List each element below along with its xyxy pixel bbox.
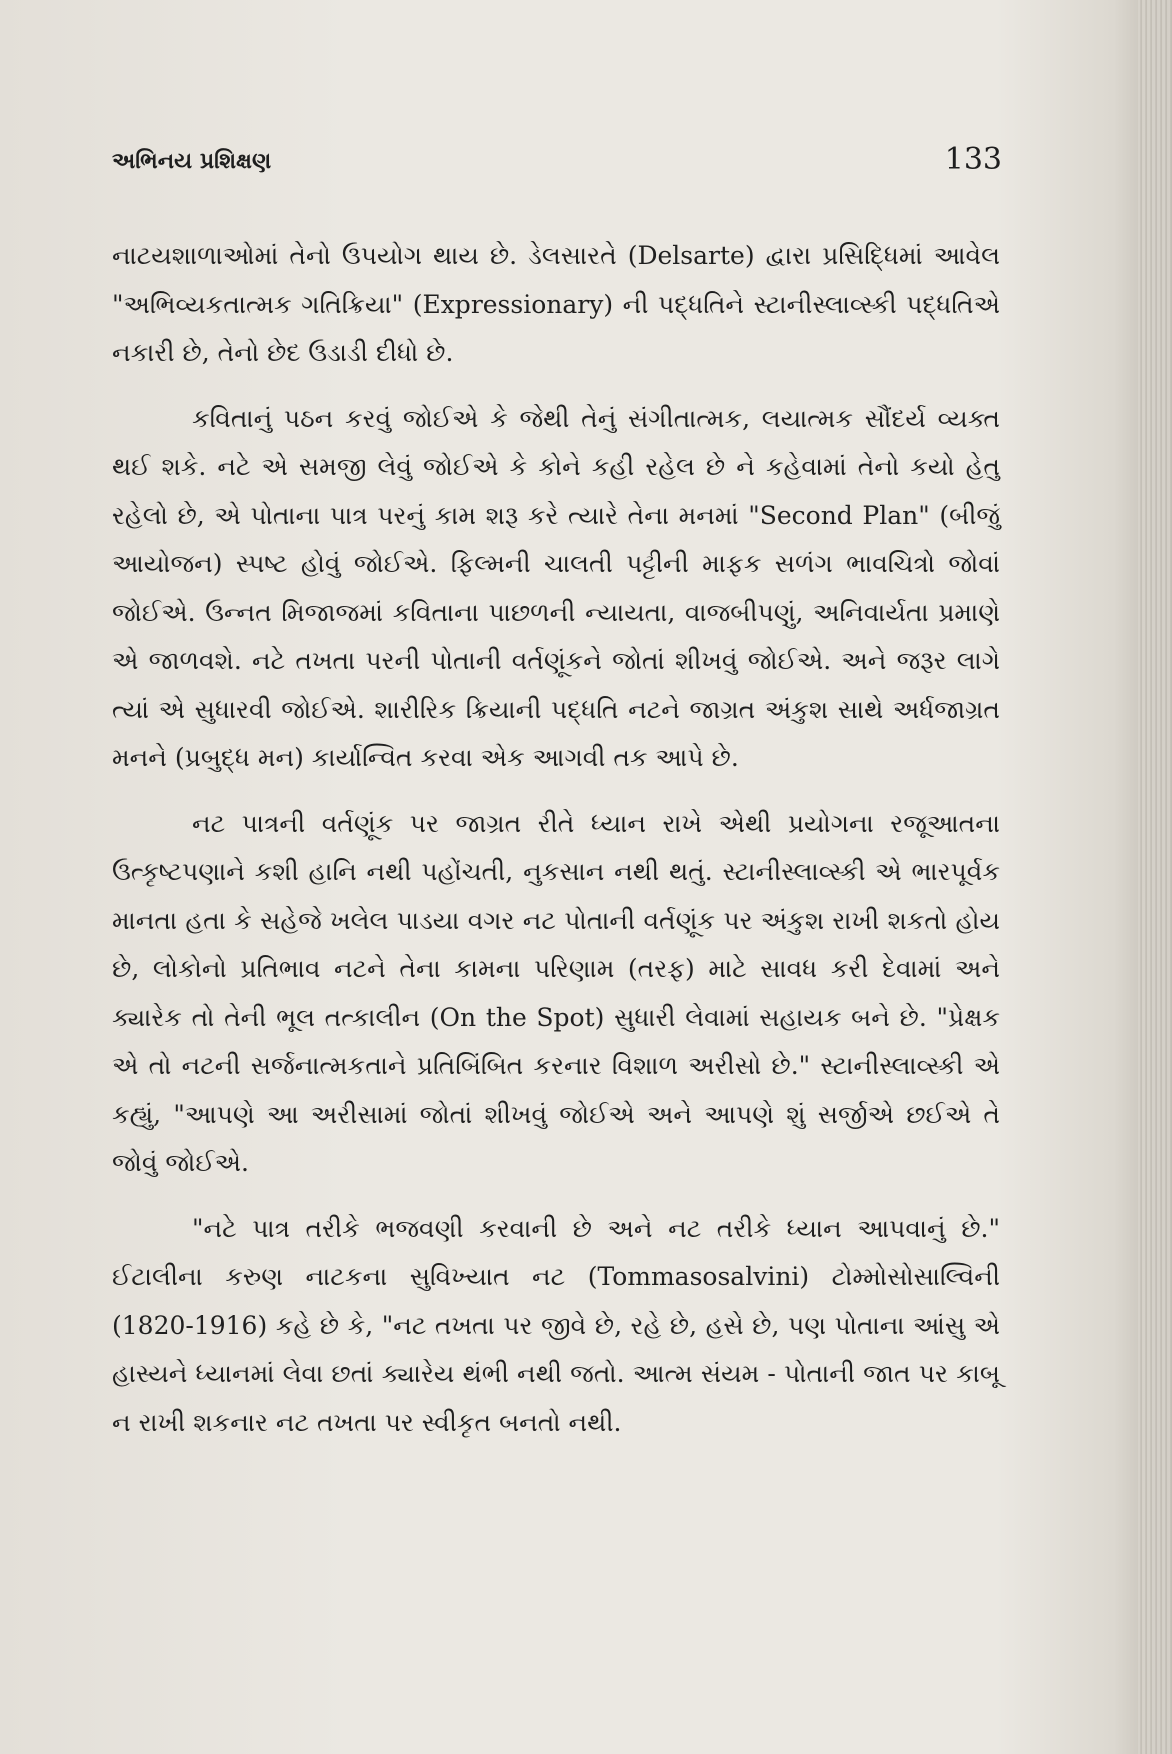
- paragraph-3: નટ પાત્રની વર્તણૂંક પર જાગ્રત રીતે ધ્યાન રાખે એથી પ્રયોગના રજૂઆતના ઉત્કૃષ્ટપણાને કશી હાનિ નથી પહોંચતી, નુકસાન નથી થતું. સ્ટાનીસ્લાવ્સ્કી એ ભારપૂર્વક માનતા હતા કે સહેજે ખલેલ પાડયા વગર નટ પોતાની વર્તણૂંક પર અંકુશ રાખી શકતો હોય છે, લોકોનો પ્રતિભાવ નટને તેના કામના પરિણામ (તરફ) માટે સાવધ કરી દેવામાં અને ક્યારેક તો તેની ભૂલ તત્કાલીન (On the Spot) સુધારી લેવામાં સહાયક બને છે. "પ્રેક્ષક એ તો નટની સર્જનાત્મકતાને પ્રતિબિંબિત કરનાર વિશાળ અરીસો છે." સ્ટાનીસ્લાવ્સ્કી એ કહ્યું, "આપણે આ અરીસામાં જોતાં શીખવું જોઈએ અને આપણે શું સર્જીએ છઈએ તે જોવું જોઈએ.: [112, 808, 1000, 1177]
- body-text: [112, 232, 1000, 1464]
- page-edges-decoration: [1138, 0, 1172, 1754]
- paragraph-1: નાટયશાળાઓમાં તેનો ઉપયોગ થાય છે. ડેલસારતે (Delsarte) દ્વારા પ્રસિદ્ધિમાં આવેલ "અભિવ્યકતાત્મક ગતિક્રિયા" (Expressionary) ની પદ્ધતિને સ્ટાનીસ્લાવ્સ્કી પદ્ધતિએ નકારી છે, તેનો છેદ ઉડાડી દીધો છે.: [112, 241, 1000, 367]
- page-number: 133: [944, 142, 1002, 177]
- book-title: અભિનય પ્રશિક્ષણ: [112, 148, 272, 174]
- paragraph-4: "નટે પાત્ર તરીકે ભજવણી કરવાની છે અને નટ તરીકે ધ્યાન આપવાનું છે." ઈટાલીના કરુણ નાટકના સુવિખ્યાત નટ (Tommasosalvini) ટોમ્મોસોસાલ્વિની (1820-1916) કહે છે કે, "નટ તખતા પર જીવે છે, રહે છે, હસે છે, પણ પોતાના આંસુ એ હાસ્યને ધ્યાનમાં લેવા છતાં ક્યારેય થંભી નથી જતો. આત્મ સંયમ - પોતાની જાત પર કાબૂ ન રાખી શકનાર નટ તખતા પર સ્વીકૃત બનતો નથી.: [112, 1213, 1000, 1437]
- paragraph-2: કવિતાનું પઠન કરવું જોઈએ કે જેથી તેનું સંગીતાત્મક, લયાત્મક સૌંદર્ય વ્યક્ત થઈ શકે. નટે એ સમજી લેવું જોઈએ કે કોને કહી રહેલ છે ને કહેવામાં તેનો કયો હેતુ રહેલો છે, એ પોતાના પાત્ર પરનું કામ શરૂ કરે ત્યારે તેના મનમાં "Second Plan" (બીજું આયોજન) સ્પષ્ટ હોવું જોઈએ. ફિલ્મની ચાલતી પટ્ટીની માફક સળંગ ભાવચિત્રો જોવાં જોઈએ. ઉન્નત મિજાજમાં કવિતાના પાછળની ન્યાયતા, વાજબીપણું, અનિવાર્યતા પ્રમાણે એ જાળવશે. નટે તખતા પરની પોતાની વર્તણૂંકને જોતાં શીખવું જોઈએ. અને જરૂર લાગે ત્યાં એ સુધારવી જોઈએ. શારીરિક ક્રિયાની પદ્ધતિ નટને જાગ્રત અંકુશ સાથે અર્ધજાગ્રત મનને (પ્રબુદ્ધ મન) કાર્યાન્વિત કરવા એક આગવી તક આપે છે.: [112, 403, 1000, 772]
- running-header: [112, 142, 1002, 188]
